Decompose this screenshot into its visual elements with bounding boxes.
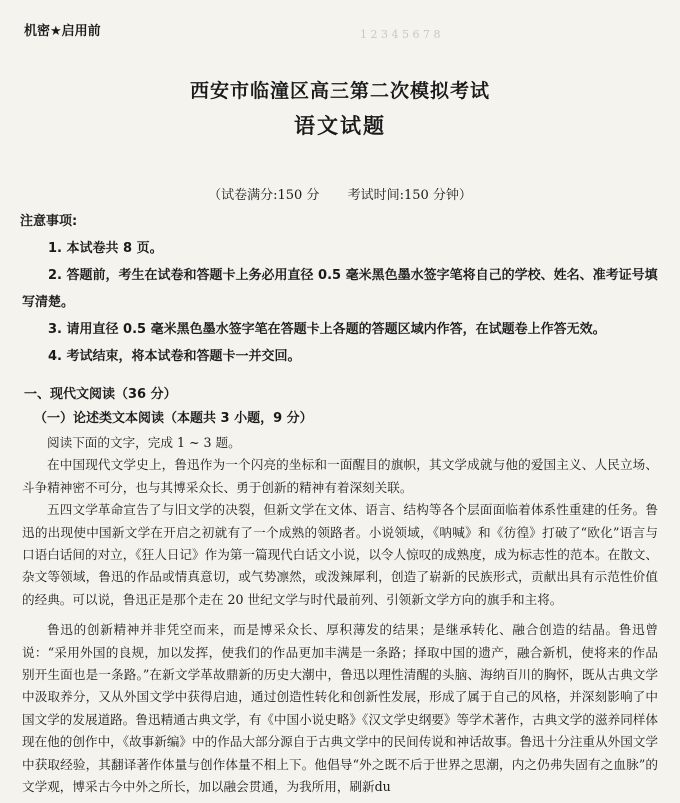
passage-paragraph: 在中国现代文学史上，鲁迅作为一个闪亮的坐标和一面醒目的旗帜，其文学成就与他的爱国主义、人民立场、斗争精神密不可分，也与其博采众长、勇于创新的精神有着深刻关联。: [22, 457, 658, 495]
passage-paragraph: 鲁迅的创新精神并非凭空而来，而是博采众长、厚积薄发的结果；是继承转化、融合创造的结晶。鲁迅曾说：“采用外国的良规，加以发挥，使我们的作品更加丰满是一条路；择取中国的遗产，融合新机，使将来的作品别开生面也是一条路。”在新文学革故鼎新的历史大潮中，鲁迅以理性清醒的头脑、海纳百川的胸怀，既从古典文学中汲取养分，又从外国文学中获得启迪，通过创造性转化和创新性发展，形成了属于自己的风格，并深刻影响了中国文学的发展道路。鲁迅精通古典文学，有《中国小说史略》《汉文学史纲要》等学术著作，古典文学的滋养同样体现在他的创作中，《故事新编》中的作品大部分源自于古典文学中的民间传说和神话故事。鲁迅十分注重从外国文学中获取经验，其翻译著作体量与创作体量不相上下。他倡导“外之既不后于世界之思潮，内之仍弗失固有之血脉”的文学观，博采古今中外之所长，加以融会贯通，为我所用，刷新du: [22, 622, 658, 795]
full-score: （试卷满分:150 分: [208, 188, 320, 203]
notice-item: 3. 请用直径 0.5 毫米黑色墨水签字笔在答题卡上各题的答题区域内作答，在试题卷上作答无效。: [48, 322, 606, 337]
notice-item: 1. 本试卷共 8 页。: [48, 241, 163, 256]
section-subtitle: （一）论述类文本阅读（本题共 3 小题，9 分）: [34, 411, 313, 426]
exam-meta: [0, 184, 680, 203]
notice-title: 注意事项:: [20, 214, 78, 229]
notice-item: 2. 答题前，考生在试卷和答题卡上务必用直径 0.5 毫米黑色墨水签字笔将自己的学校、姓名、准考证号填写清楚。: [22, 268, 658, 310]
notice-item: 4. 考试结束，将本试卷和答题卡一并交回。: [48, 349, 301, 364]
passage-paragraph: 五四文学革命宣告了与旧文学的决裂，但新文学在文体、语言、结构等各个层面面临着体系性重建的任务。鲁迅的出现使中国新文学在开启之初就有了一个成熟的领路者。小说领域，《呐喊》和《彷徨》打破了“欧化”语言与口语白话间的对立，《狂人日记》作为第一篇现代白话文小说，以令人惊叹的成熟度，成为标志性的范本。在散文、杂文等领域，鲁迅的作品或情真意切，或气势凛然，或泼辣犀利，创造了崭新的民族形式，贡献出具有示范性价值的经典。可以说，鲁迅正是那个走在 20 世纪文学与时代最前列、引领新文学方向的旗手和主将。: [22, 502, 658, 607]
section-header: [24, 383, 664, 431]
notice-block: [22, 208, 662, 370]
reading-passage: [22, 432, 658, 799]
confidential-label: 机密★启用前: [24, 24, 101, 39]
bleed-through-text: 1 2 3 4 5 6 7 8: [360, 28, 441, 40]
exam-subject: 语文试题: [294, 114, 386, 138]
reading-instruction: 阅读下面的文字，完成 1 ~ 3 题。: [47, 435, 241, 450]
exam-time: 考试时间:150 分钟）: [347, 188, 472, 203]
section-title: 一、现代文阅读（36 分）: [24, 387, 177, 402]
exam-title: 西安市临潼区高三第二次模拟考试: [189, 80, 490, 102]
